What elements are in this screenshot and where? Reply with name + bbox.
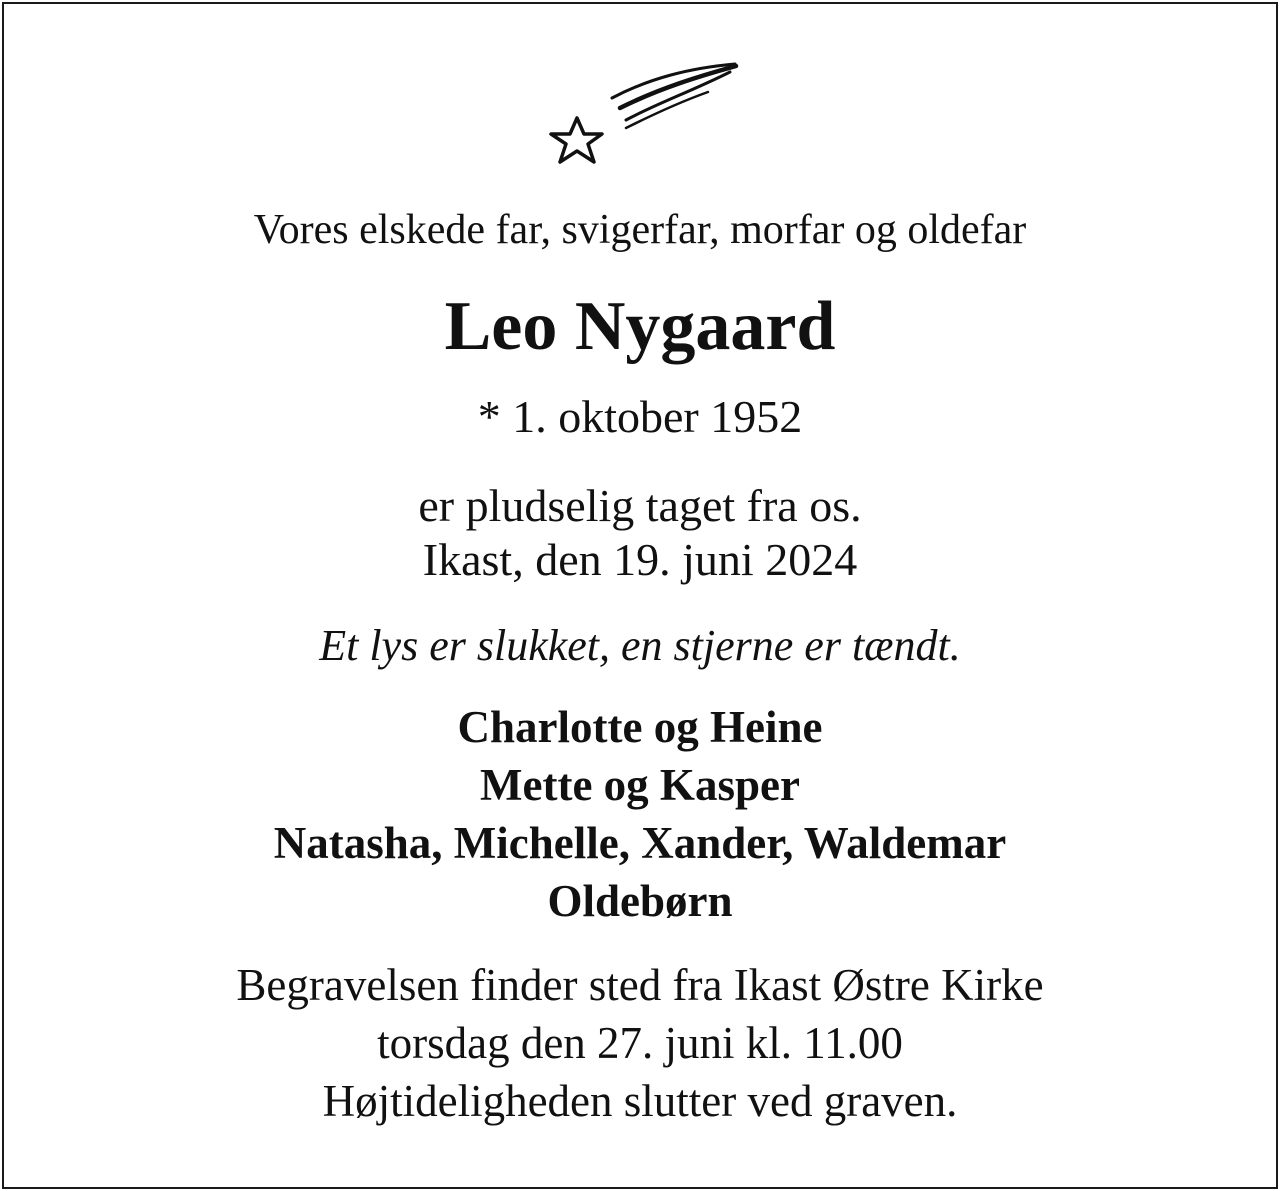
memorial-quote: Et lys er slukket, en stjerne er tændt. [319, 621, 961, 670]
family-line: Natasha, Michelle, Xander, Waldemar [273, 818, 1007, 868]
funeral-line: torsdag den 27. juni kl. 11.00 [377, 1018, 903, 1068]
passing-place-date: Ikast, den 19. juni 2024 [422, 534, 858, 585]
intro-text: Vores elskede far, svigerfar, morfar og oldefar [253, 207, 1027, 253]
passing-statement: er pludselig taget fra os. [418, 480, 862, 531]
funeral-line: Højtideligheden slutter ved graven. [322, 1076, 958, 1126]
family-line: Charlotte og Heine [457, 702, 823, 752]
funeral-line: Begravelsen finder sted fra Ikast Østre Kirke [236, 960, 1044, 1010]
family-line: Oldebørn [547, 876, 733, 926]
birth-date: * 1. oktober 1952 [477, 391, 803, 442]
deceased-name: Leo Nygaard [444, 288, 836, 365]
shooting-star-icon [540, 58, 745, 173]
family-line: Mette og Kasper [480, 760, 800, 810]
